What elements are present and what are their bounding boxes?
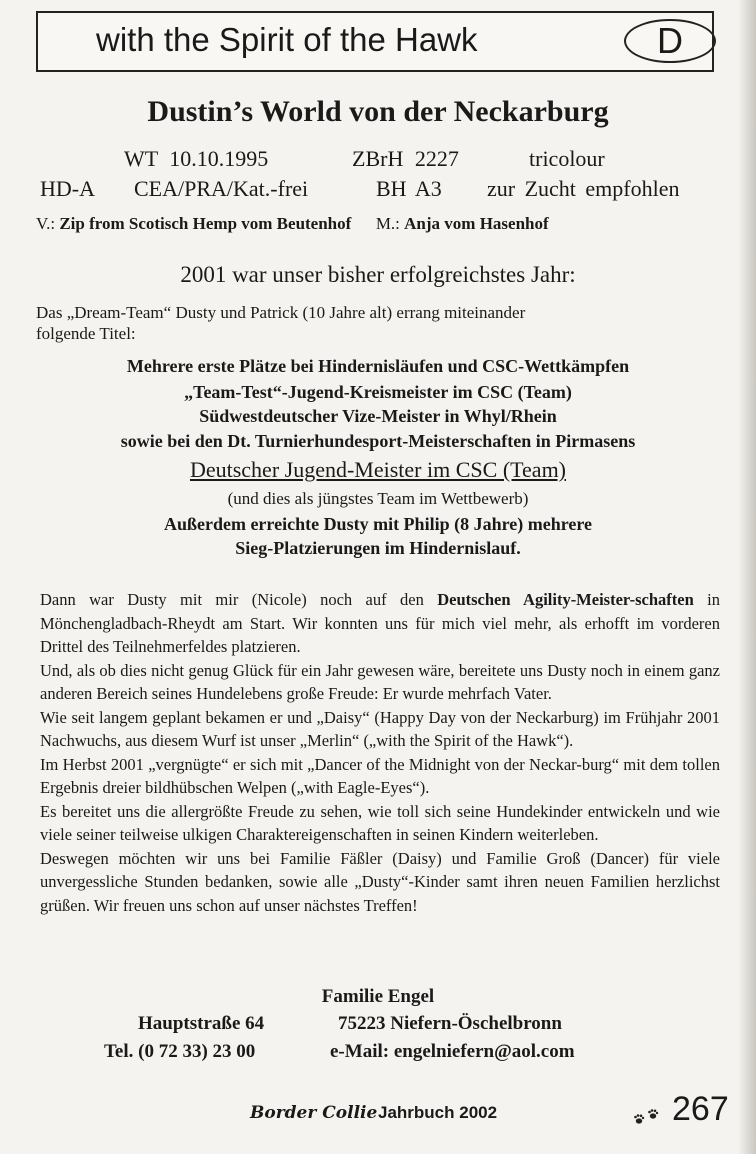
contact-email: e-Mail: engelniefern@aol.com	[330, 1041, 575, 1062]
story-paragraph-4: Im Herbst 2001 „vergnügte“ er sich mit „Dancer of the Midnight von der Neckar-burg“ mit dem tollen Ergebnis dreier bildhübschen Welpen („with Eagle-Eyes“).	[40, 754, 720, 797]
country-code-badge: D	[624, 19, 716, 63]
success-heading: 2001 war unser bisher erfolgreichstes Jahr:	[180, 262, 576, 287]
story-paragraph-5: Es bereitet uns die allergrößte Freude zu sehen, wie toll sich seine Hundekinder entwickeln und wie viele seiner teilweise ulkigen Charaktereigenschaften in seinen Kindern weiterleben.	[40, 801, 720, 844]
intro-line-1: Das „Dream-Team“ Dusty und Patrick (10 Jahre alt) errang miteinander	[36, 303, 526, 322]
story-text	[40, 588, 720, 917]
intro-line-2: folgende Titel:	[36, 324, 136, 343]
page-number: 267	[672, 1090, 729, 1128]
footer-brand: Border Collie	[250, 1103, 378, 1123]
dam-name: Anja vom Hasenhof	[404, 214, 549, 233]
story-paragraph-1: Dann war Dusty mit mir (Nicole) noch auf den Deutschen Agility-Meister-schaften in Mönchengladbach-Rheydt am Start. Wir konnten uns für mich viel mehr, als erhofft im vorderen Drittel des Teilnehmerfeldes platzieren.	[40, 590, 721, 656]
contact-phone: Tel. (0 72 33) 23 00	[104, 1041, 256, 1062]
intro-paragraph	[36, 302, 525, 344]
registry-number: ZBrH 2227	[352, 146, 459, 171]
hd-result: HD-A	[40, 176, 95, 201]
header-banner	[36, 11, 714, 72]
title-line-1: Mehrere erste Plätze bei Hindernisläufen und CSC-Wettkämpfen	[126, 356, 630, 376]
footer-book-title: Jahrbuch 2002	[378, 1103, 498, 1122]
sire-label: V.:	[36, 214, 56, 233]
championship-note: (und dies als jüngstes Team im Wettbewerb)	[227, 489, 529, 508]
title-line-4: sowie bei den Dt. Turnierhundesport-Meisterschaften in Pirmasens	[120, 431, 636, 451]
page-edge-shadow	[738, 0, 756, 1154]
coat-color: tricolour	[529, 146, 605, 171]
contact-street: Hauptstraße 64	[138, 1013, 265, 1034]
eye-test-result: CEA/PRA/Kat.-frei	[134, 176, 309, 201]
exam-results: BH A3	[376, 176, 442, 201]
agility-championship: Deutschen Agility-Meister-schaften	[437, 590, 694, 609]
contact-family: Familie Engel	[321, 986, 435, 1007]
story-paragraph-3: Wie seit langem geplant bekamen er und „Daisy“ (Happy Day von der Neckarburg) im Frühjahr 2001 Nachwuchs, aus diesem Wurf ist unser „Merlin“ („with the Spirit of the Hawk“).	[40, 707, 720, 750]
header-title: with the Spirit of the Hawk	[96, 21, 478, 58]
dog-name: Dustin’s World von der Neckarburg	[147, 95, 609, 128]
breeding-recommendation: zur Zucht empfohlen	[487, 176, 680, 201]
sire-name: Zip from Scotisch Hemp vom Beutenhof	[59, 214, 352, 233]
championship-title: Deutscher Jugend-Meister im CSC (Team)	[189, 457, 567, 482]
story-paragraph-6: Deswegen möchten wir uns bei Familie Fäßler (Daisy) und Familie Groß (Dancer) für viele unvergessliche Stunden bedanken, sowie alle „Dusty“-Kinder samt ihren neuen Familien herzlichst grüßen. Wir freuen uns schon auf unser nächstes Treffen!	[40, 848, 720, 915]
birth-date: WT 10.10.1995	[124, 146, 269, 171]
title-line-3: Südwestdeutscher Vize-Meister in Whyl/Rhein	[199, 406, 557, 426]
pedigree-line	[36, 214, 549, 234]
paw-prints-icon	[632, 1106, 662, 1128]
title-line-5: Außerdem erreichte Dusty mit Philip (8 Jahre) mehrere	[163, 514, 593, 534]
dam-label: M.:	[375, 214, 400, 233]
title-line-6: Sieg-Platzierungen im Hindernislauf.	[235, 538, 521, 558]
story-paragraph-2: Und, als ob dies nicht genug Glück für ein Jahr gewesen wäre, bereitete uns Dusty noch in einem ganz anderen Bereich seines Hundelebens große Freude: Er wurde mehrfach Vater.	[40, 660, 720, 703]
title-line-2: „Team-Test“-Jugend-Kreismeister im CSC (Team)	[184, 382, 572, 402]
contact-city: 75223 Niefern-Öschelbronn	[338, 1013, 562, 1034]
